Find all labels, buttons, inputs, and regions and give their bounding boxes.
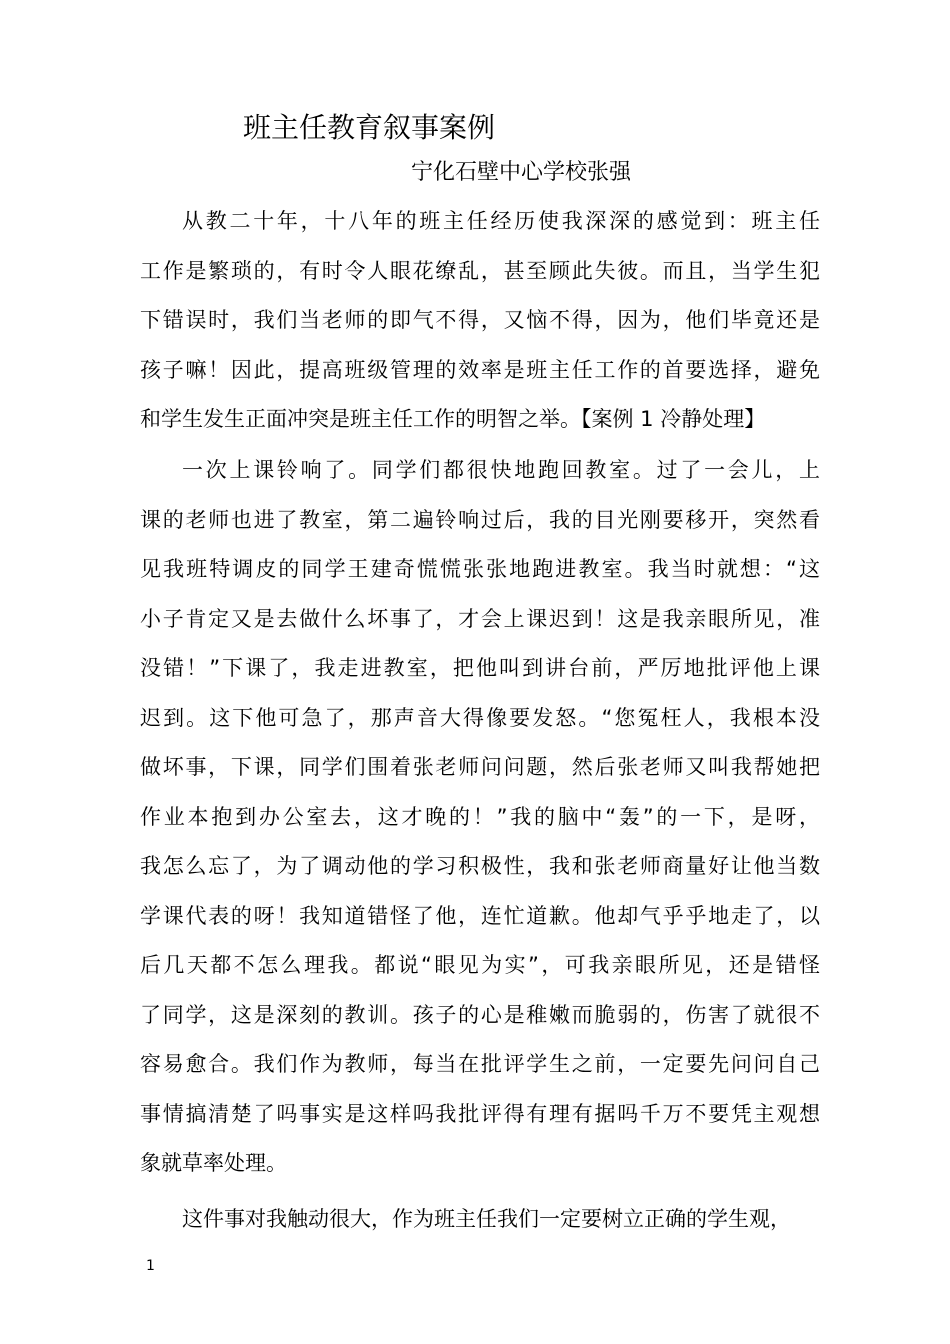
text-line: 一次上课铃响了。同学们都很快地跑回教室。过了一会儿，上 [182, 458, 820, 482]
paragraph-intro [140, 197, 820, 445]
text-line: 作业本抱到办公室去，这才晚的！”我的脑中“轰”的一下，是呀， [140, 804, 820, 829]
text-line: 课的老师也进了教室，第二遍铃响过后，我的目光刚要移开，突然看 [140, 507, 820, 532]
text-line: 了同学，这是深刻的教训。孩子的心是稚嫩而脆弱的，伤害了就很不 [140, 1002, 820, 1027]
text-line: 容易愈合。我们作为教师，每当在批评学生之前，一定要先问问自己 [140, 1052, 820, 1076]
text-line: 见我班特调皮的同学王建奇慌慌张张地跑进教室。我当时就想：“这 [140, 557, 820, 581]
paragraph-case-1 [140, 446, 820, 1189]
text-line: 下错误时，我们当老师的即气不得，又恼不得，因为，他们毕竟还是 [140, 308, 820, 332]
author-line: 宁化石壁中心学校张强 [411, 160, 632, 185]
paragraph-reflection [140, 1195, 820, 1245]
text-line: 孩子嘛！因此，提高班级管理的效率是班主任工作的首要选择，避免 [140, 357, 820, 382]
text-line: 这件事对我触动很大，作为班主任我们一定要树立正确的学生观， [182, 1207, 791, 1231]
text-line: 没错！”下课了，我走进教室，把他叫到讲台前，严厉地批评他上课 [140, 656, 820, 680]
page-number: 1 [146, 1258, 155, 1274]
text-line: 小子肯定又是去做什么坏事了，才会上课迟到！这是我亲眼所见，准 [140, 606, 820, 631]
text-line: 后几天都不怎么理我。都说“眼见为实”，可我亲眼所见，还是错怪 [140, 953, 820, 977]
text-line: 从教二十年，十八年的班主任经历使我深深的感觉到：班主任 [182, 209, 820, 233]
text-line: 迟到。这下他可急了，那声音大得像要发怒。“您冤枉人，我根本没 [140, 705, 820, 730]
text-line: 工作是繁琐的，有时令人眼花缭乱，甚至顾此失彼。而且，当学生犯 [140, 258, 820, 283]
text-line: 学课代表的呀！我知道错怪了他，连忙道歉。他却气乎乎地走了，以 [140, 903, 820, 928]
text-line: 和学生发生正面冲突是班主任工作的明智之举。【案例 1 冷静处理】 [140, 407, 766, 431]
text-line: 做坏事，下课，同学们围着张老师问问题，然后张老师又叫我帮她把 [140, 755, 820, 779]
text-line: 我怎么忘了，为了调动他的学习积极性，我和张老师商量好让他当数 [140, 854, 820, 878]
document-title: 班主任教育叙事案例 [243, 111, 496, 144]
text-line: 事情搞清楚了吗事实是这样吗我批评得有理有据吗千万不要凭主观想 [140, 1101, 820, 1126]
text-line: 象就草率处理。 [140, 1151, 287, 1175]
